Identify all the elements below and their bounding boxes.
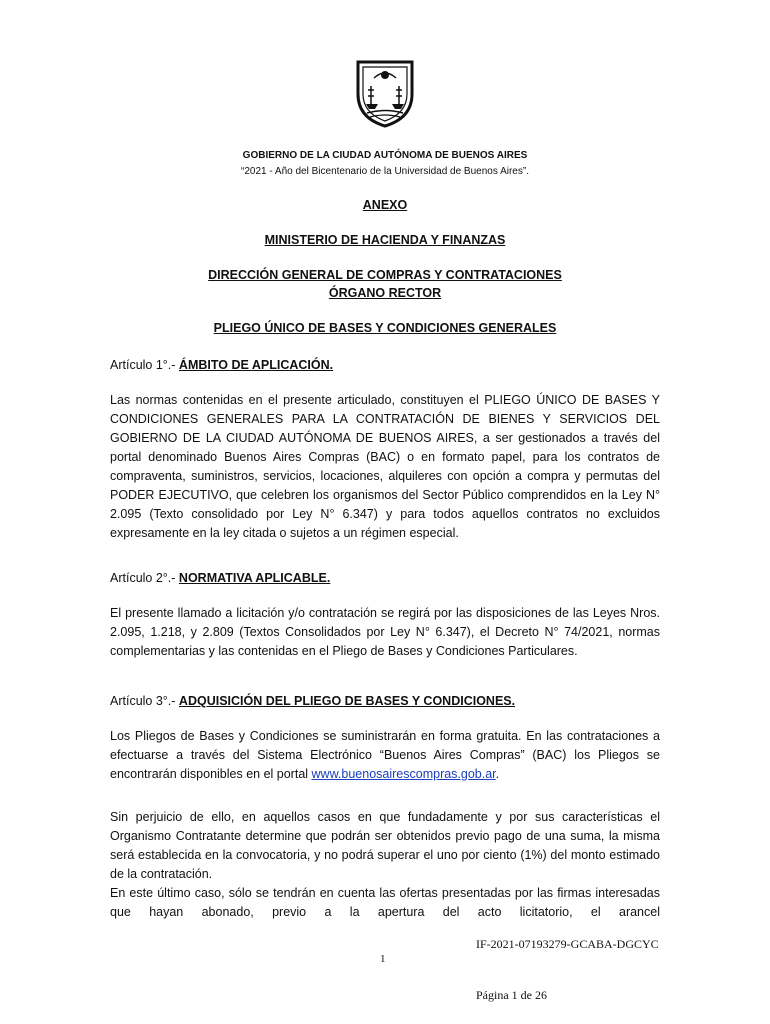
direction-title-line1: DIRECCIÓN GENERAL DE COMPRAS Y CONTRATACIONES: [208, 268, 562, 282]
city-seal-emblem: [354, 56, 416, 128]
article-2-prefix: Artículo 2°.-: [110, 571, 179, 585]
article-1-prefix: Artículo 1°.-: [110, 358, 179, 372]
article-1-title: ÁMBITO DE APLICACIÓN.: [178, 358, 334, 372]
pliego-title: PLIEGO ÚNICO DE BASES Y CONDICIONES GENERALES: [213, 321, 557, 335]
article-3-paragraph-3: En este último caso, sólo se tendrán en cuenta las ofertas presentadas por las firmas interesadas que hayan abonado, previo a la apertura del acto licitatorio, el arancel: [110, 886, 660, 919]
anexo-title: ANEXO: [362, 198, 408, 212]
article-3-paragraph-2: Sin perjuicio de ello, en aquellos casos en que fundadamente y por sus características el Organismo Contratante determine que podrán ser obtenidos previo pago de una suma, la misma será establecida en la convocatoria, y no podrá superar el uno por ciento (1%) del monto estimado de la contratación.: [110, 810, 660, 881]
buenos-aires-compras-link[interactable]: www.buenosairescompras.gob.ar: [311, 767, 496, 781]
page-number: 1: [380, 953, 386, 965]
organization-name: GOBIERNO DE LA CIUDAD AUTÓNOMA DE BUENOS AIRES: [242, 150, 528, 161]
article-3-paragraph-1-text: Los Pliegos de Bases y Condiciones se suministrarán en forma gratuita. En las contrataciones a efectuarse a través del Sistema Electrónico “Buenos Aires Compras” (BAC) los Pliegos se encontrarán disponibles en el portal: [110, 729, 660, 781]
direction-title-line2: ÓRGANO RECTOR: [328, 286, 442, 300]
page-footer-label: Página 1 de 26: [476, 988, 547, 1002]
article-1-heading: [110, 358, 333, 372]
article-1-paragraph: Las normas contenidas en el presente articulado, constituyen el PLIEGO ÚNICO DE BASES Y CONDICIONES GENERALES PARA LA CONTRATACIÓN DE BIENES Y SERVICIOS DEL GOBIERNO DE LA CIUDAD AUTÓNOMA DE BUENOS AIRES, a ser gestionados a través del portal denominado Buenos Aires Compras (BAC) o en formato papel, para los contratos de compraventa, suministros, servicios, locaciones, alquileres con opción a compra y permutas del PODER EJECUTIVO, que celebren los organismos del Sector Público comprendidos en la Ley N° 2.095 (Texto consolidado por Ley N° 6.347) y para todos aquellos contratos no excluidos expresamente en la ley citada o sujetos a un régimen especial.: [110, 393, 660, 540]
article-2-heading: [110, 571, 330, 585]
article-3-heading: [110, 694, 515, 708]
article-2-title: NORMATIVA APLICABLE.: [178, 571, 331, 585]
article-3-paragraph-1-end: .: [495, 767, 500, 781]
ministry-title: MINISTERIO DE HACIENDA Y FINANZAS: [264, 233, 506, 247]
article-3-prefix: Artículo 3°.-: [110, 694, 179, 708]
article-2-paragraph: El presente llamado a licitación y/o contratación se regirá por las disposiciones de las Leyes Nros. 2.095, 1.218, y 2.809 (Textos Consolidados por Ley N° 6.347), el Decreto N° 74/2021, normas complementarias y las contenidas en el Pliego de Bases y Condiciones Particulares.: [110, 606, 660, 658]
article-3-title: ADQUISICIÓN DEL PLIEGO DE BASES Y CONDICIONES.: [178, 694, 516, 708]
year-motto: “2021 - Año del Bicentenario de la Universidad de Buenos Aires”.: [241, 166, 529, 177]
document-id: IF-2021-07193279-GCABA-DGCYC: [476, 937, 659, 951]
article-3-paragraph-1: [110, 727, 660, 784]
